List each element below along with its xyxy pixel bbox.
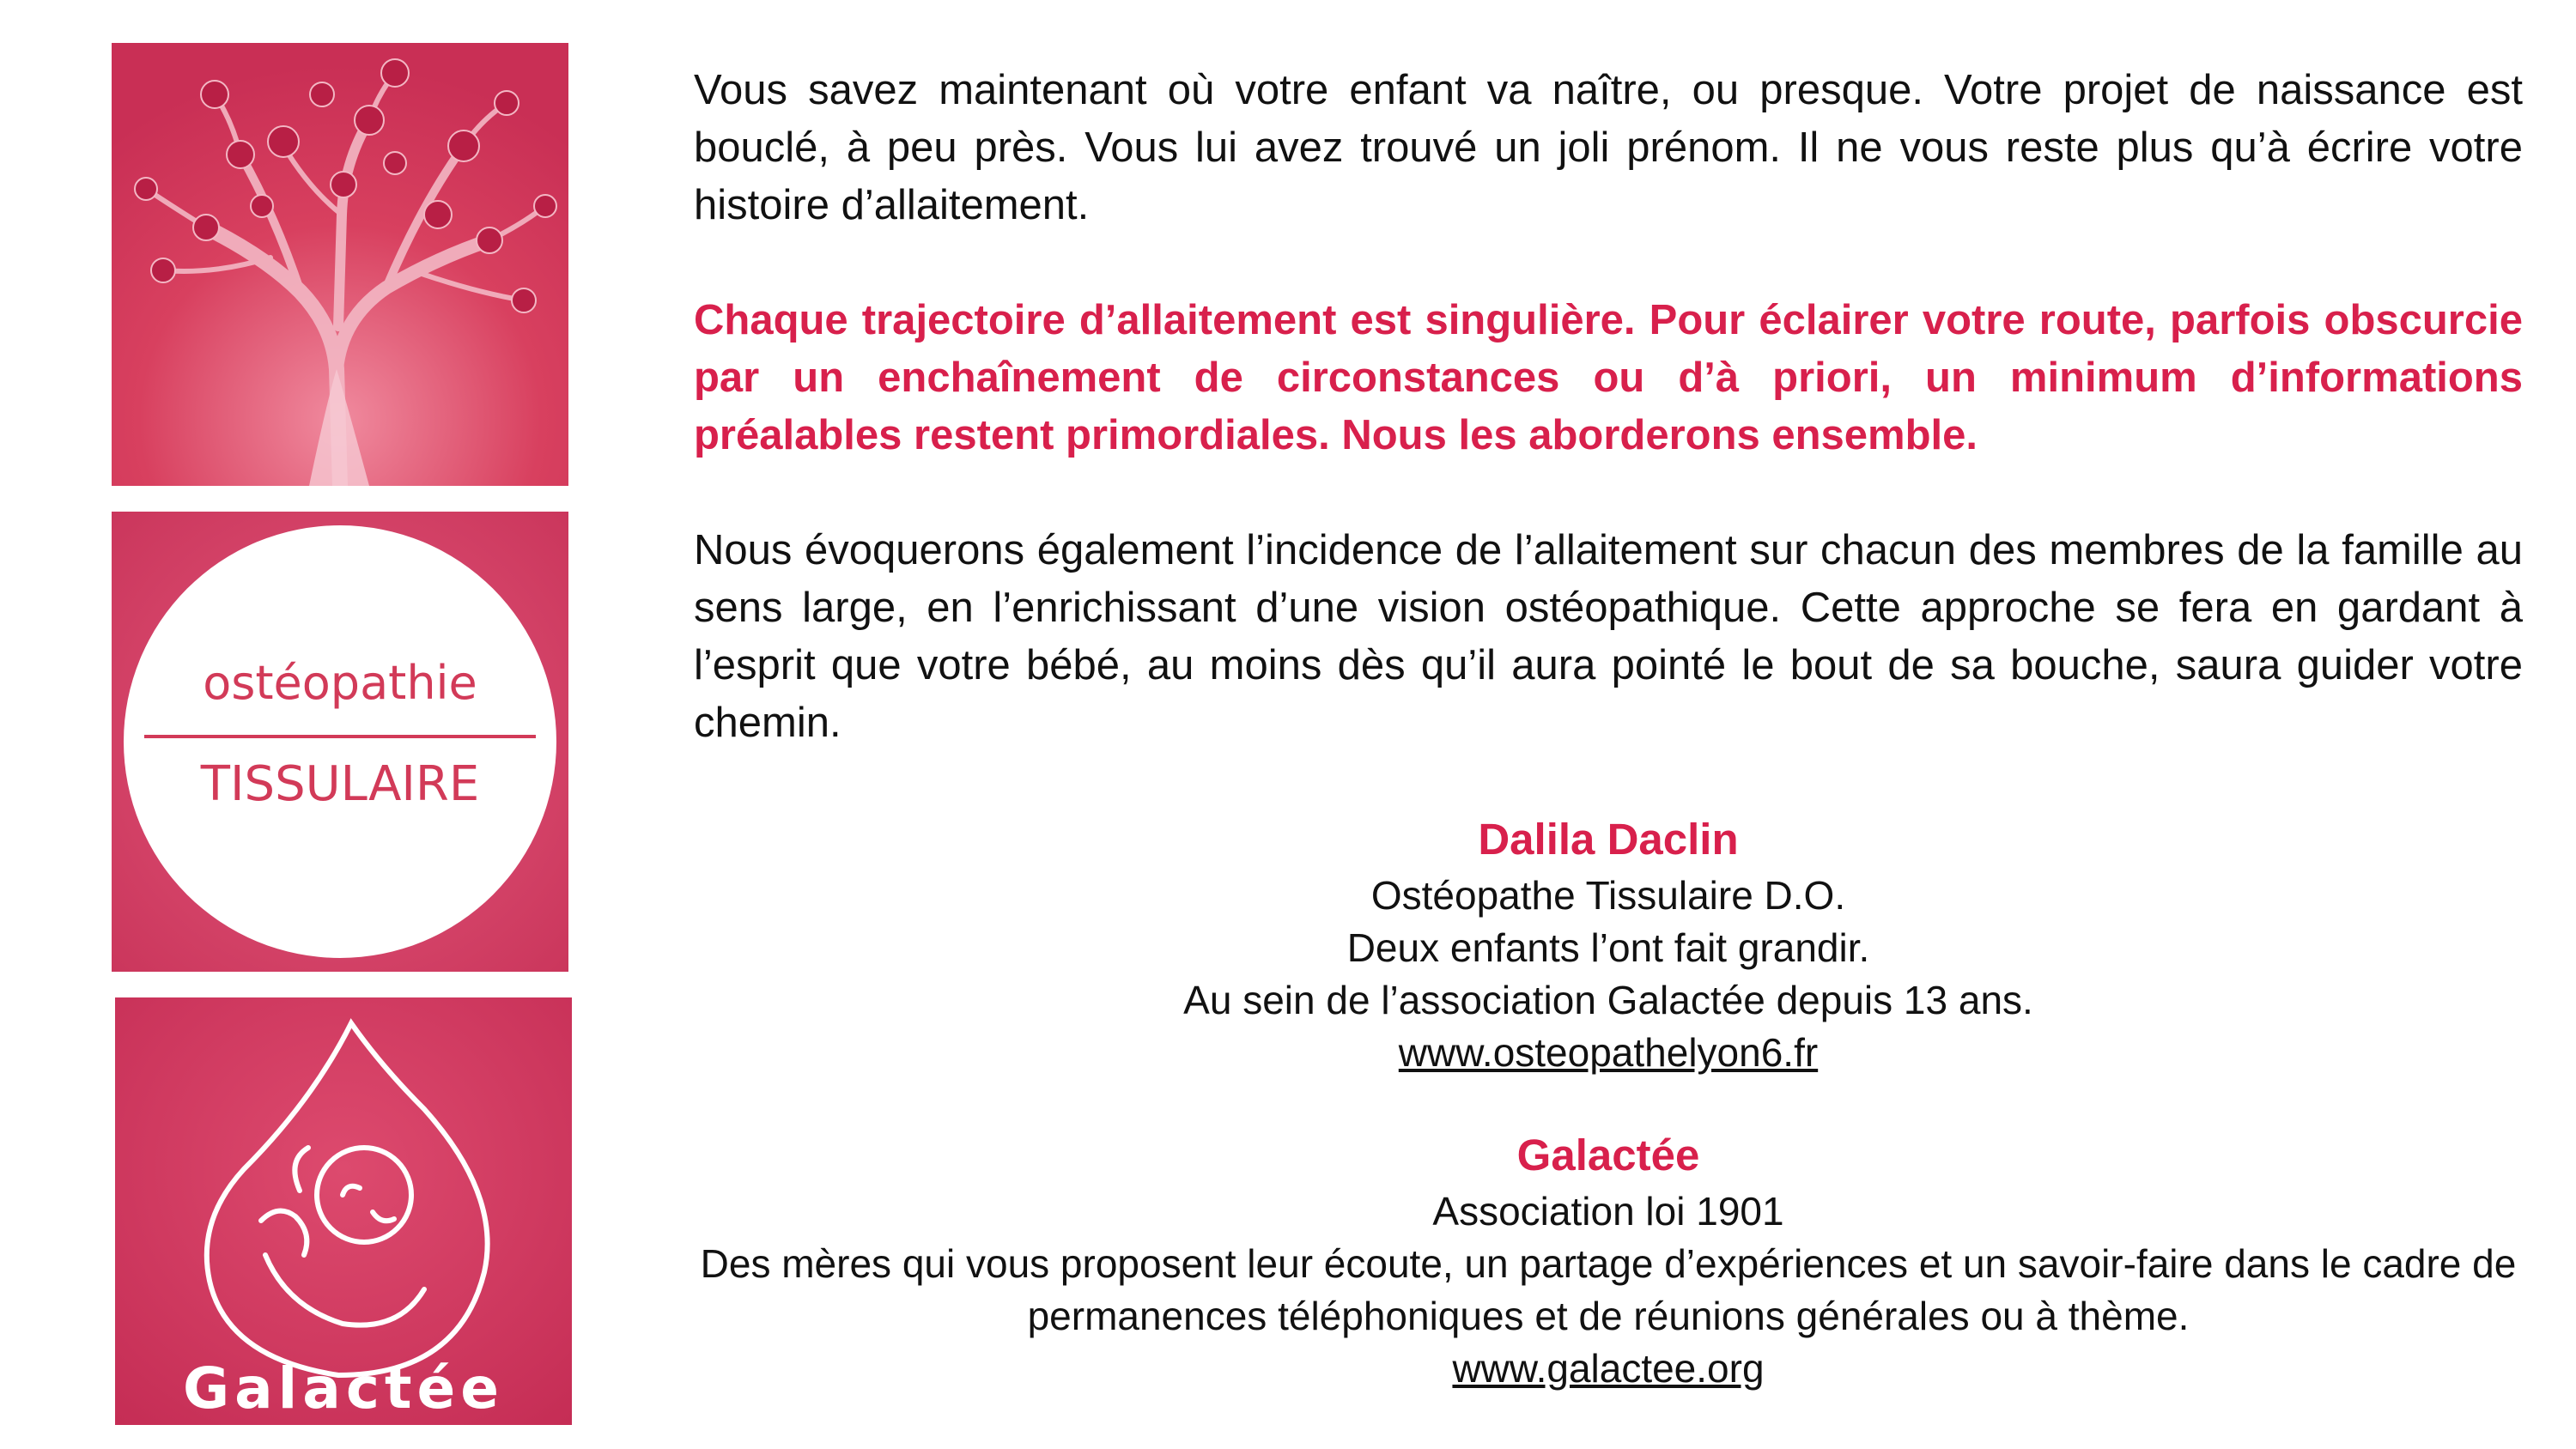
- intro-paragraph-3: Nous évoquerons également l’incidence de l’allaitement sur chacun des membres de la famille au sens large, en l’enrichissant d’une vision ostéopathique. Cette approche se fera en gardant à l’esprit que votre bébé, au moins dès qu’il aura pointé le bout de sa bouche, saura guider votre chemin.: [694, 527, 2523, 746]
- author-line2: Deux enfants l’ont fait grandir.: [1346, 925, 1870, 970]
- association-description: Des mères qui vous proposent leur écoute, un partage d’expériences et un savoir-faire dans le cadre de permanences téléphoniques et de réunions générales ou à thème.: [700, 1241, 2517, 1338]
- osteo-logo-line2: TISSULAIRE: [200, 756, 480, 812]
- tree-logo-tile: [112, 43, 568, 486]
- osteopathie-logo: [112, 512, 568, 972]
- association-subtitle: Association loi 1901: [1432, 1189, 1784, 1234]
- galactee-wordmark: Galactée: [182, 1355, 505, 1422]
- association-website-link[interactable]: www.galactee.org: [1452, 1346, 1765, 1391]
- association-block: [694, 1125, 2523, 1395]
- author-name: Dalila Daclin: [1478, 815, 1739, 864]
- association-name: Galactée: [1516, 1131, 1700, 1179]
- author-website-link[interactable]: www.osteopathelyon6.fr: [1398, 1030, 1819, 1075]
- intro-paragraph-1: Vous savez maintenant où votre enfant va naître, ou presque. Votre projet de naissance est bouclé, à peu près. Vous lui avez trouvé un joli prénom. Il ne vous reste plus qu’à écrire votre histoire d’allaitement.: [694, 67, 2523, 228]
- osteo-logo-line1: ostéopathie: [203, 656, 477, 710]
- author-title: Ostéopathe Tissulaire D.O.: [1370, 873, 1846, 918]
- author-block: [694, 809, 2523, 1079]
- intro-paragraph-2: Chaque trajectoire d’allaitement est singulière. Pour éclairer votre route, parfois obscurcie par un enchaînement de circonstances ou d’à priori, un minimum d’informations préalables restent primordiales. Nous les aborderons ensemble.: [694, 297, 2523, 458]
- main-content: [694, 62, 2523, 1395]
- osteopathie-tissulaire-logo-tile: [112, 512, 568, 972]
- galactee-logo: [115, 997, 572, 1425]
- galactee-logo-tile: [115, 997, 572, 1425]
- author-line3: Au sein de l’association Galactée depuis 13 ans.: [1183, 978, 2033, 1022]
- blossom-tree-icon: [112, 43, 568, 486]
